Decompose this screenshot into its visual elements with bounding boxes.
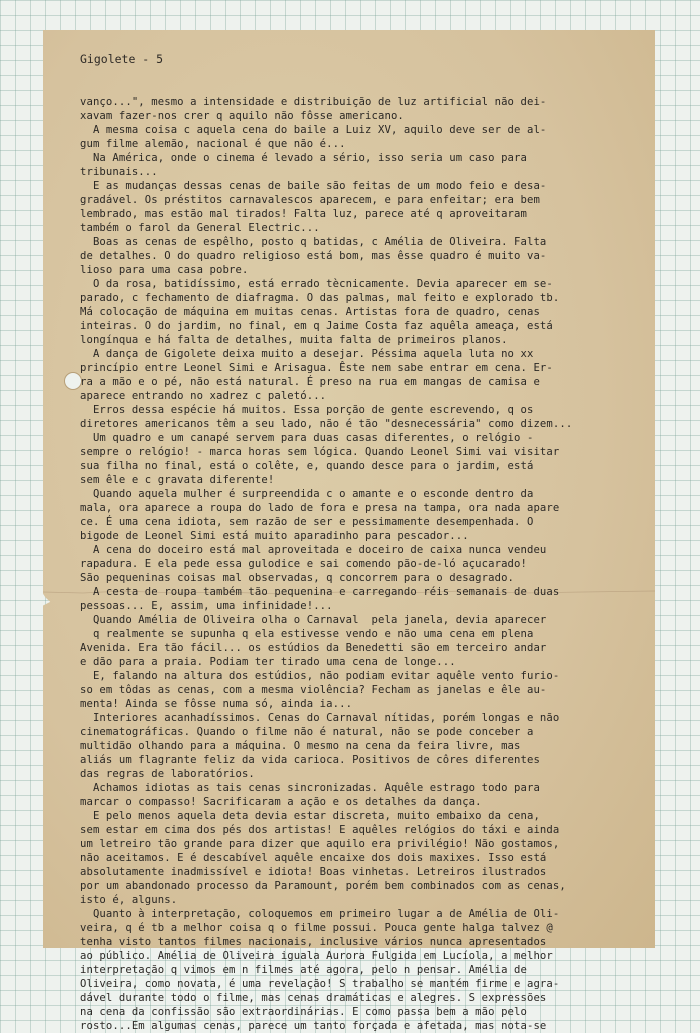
text-line: Quanto à interpretação, coloquemos em primeiro lugar a de Amélia de Oli- — [80, 908, 560, 920]
text-line: sem estar em cima dos pés dos artistas! E aquêles relógios do táxi e ainda — [80, 824, 560, 836]
text-line: Achamos idiotas as tais cenas sincronizadas. Aquêle estrago todo para — [80, 782, 540, 794]
text-line: A cesta de roupa também tão pequenina e carregando réis semanais de duas — [80, 586, 560, 598]
text-line: so em tôdas as cenas, com a mesma violência? Fecham as janelas e êle au- — [80, 684, 547, 696]
text-line: tenha visto tantos filmes nacionais, inclusive vários nunca apresentados — [80, 936, 547, 948]
text-line: dável durante todo o filme, mas cenas dramáticas e alegres. S expressões — [80, 992, 547, 1004]
text-line: sempre o relógio! - marca horas sem lógica. Quando Leonel Simi vai visitar — [80, 446, 560, 458]
text-line: Um quadro e um canapé servem para duas casas diferentes, o relógio - — [80, 432, 534, 444]
text-line: interpretação q vimos em n filmes até agora, pelo n pensar. Amélia de — [80, 964, 527, 976]
text-line: e dão para a praia. Podiam ter tirado uma cena de longe... — [80, 656, 456, 668]
text-line: Quando Amélia de Oliveira olha o Carnaval pela janela, devia aparecer — [80, 614, 547, 626]
text-line: Boas as cenas de espêlho, posto q batidas, c Amélia de Oliveira. Falta — [80, 236, 547, 248]
text-line: gum filme alemão, nacional é que não é... — [80, 138, 346, 150]
text-line: lembrado, mas estão mal tirados! Falta luz, parece até q aproveitaram — [80, 208, 527, 220]
text-line: São pequeninas coisas mal observadas, q concorrem para o desagrado. — [80, 572, 515, 584]
text-line: tribunais... — [80, 166, 158, 178]
page-header: Gigolete - 5 — [80, 52, 164, 66]
text-line: parado, c fechamento de diafragma. O das palmas, mal feito e explorado tb. — [80, 292, 560, 304]
text-line: multidão olhando para a máquina. O mesmo na cena da feira livre, mas — [80, 740, 521, 752]
text-line: ra a mão e o pé, não está natural. É preso na rua em mangas de camisa e — [80, 376, 540, 388]
text-line: inteiras. O do jardim, no final, em q Jaime Costa faz aquêla ameaça, está — [80, 320, 553, 332]
text-line: Interiores acanhadíssimos. Cenas do Carnaval nítidas, porém longas e não — [80, 712, 560, 724]
text-line: mala, ora aparece a roupa do lado de fora e presa na tampa, ora nada apare — [80, 502, 560, 514]
text-line: E as mudanças dessas cenas de baile são feitas de um modo feio e desa- — [80, 180, 547, 192]
text-line: por um abandonado processo da Paramount, porém bem combinados com as cenas, — [80, 880, 566, 892]
text-line: xavam fazer-nos crer q aquilo não fôsse americano. — [80, 110, 404, 122]
text-line: ao público. Amélia de Oliveira iguala Aurora Fulgida em Lucíola, a melhor — [80, 950, 553, 962]
text-line: E, falando na altura dos estúdios, não podiam evitar aquêle vento furio- — [80, 670, 560, 682]
text-line: O da rosa, batidíssimo, está errado tècnicamente. Devia aparecer em se- — [80, 278, 553, 290]
text-line: sem êle e c gravata diferente! — [80, 474, 275, 486]
text-line: A cena do doceiro está mal aproveitada e doceiro de caixa nunca vendeu — [80, 544, 547, 556]
text-line: cinematográficas. Quando o filme não é natural, não se pode conceber a — [80, 726, 534, 738]
text-line: A dança de Gigolete deixa muito a desejar. Péssima aquela luta no xx — [80, 348, 534, 360]
text-line: de detalhes. O do quadro religioso está bom, mas êsse quadro é muito va- — [80, 250, 547, 262]
text-line: absolutamente inadmissível e idiota! Boas vinhetas. Letreiros ilustrados — [80, 866, 547, 878]
text-line: sua filha no final, está o colête, e, quando desce para o jardim, está — [80, 460, 534, 472]
text-line: lioso para uma casa pobre. — [80, 264, 249, 276]
text-line: na cena da confissão são extraordinárias. E como passa bem a mão pelo — [80, 1006, 527, 1018]
text-line: ce. É uma cena idiota, sem razão de ser e pessimamente desempenhada. O — [80, 516, 534, 528]
text-line: Avenida. Era tão fácil... os estúdios da Benedetti são em terceiro andar — [80, 642, 547, 654]
text-line: q realmente se supunha q ela estivesse vendo e não uma cena em plena — [80, 628, 534, 640]
text-line: A mesma coisa c aquela cena do baile a Luiz XV, aquilo deve ser de al- — [80, 124, 547, 136]
text-line: um letreiro tão grande para dizer que aquilo era privilégio! Não gostamos, — [80, 838, 560, 850]
text-line: vanço...", mesmo a intensidade e distribuição de luz artificial não dei- — [80, 96, 547, 108]
text-line: menta! Ainda se fôsse numa só, ainda ia... — [80, 698, 353, 710]
text-line: Quando aquela mulher é surpreendida c o amante e o esconde dentro da — [80, 488, 534, 500]
text-line: das regras de laboratórios. — [80, 768, 255, 780]
text-line: bigode de Leonel Simi está muito aparadinho para pescador... — [80, 530, 469, 542]
text-line: não aceitamos. E é descabível aquêle encaixe dos dois maxixes. Isso está — [80, 852, 547, 864]
text-line: Erros dessa espécie há muitos. Essa porção de gente escrevendo, q os — [80, 404, 534, 416]
text-line: diretores americanos têm a seu lado, não é tão "desnecessária" como dizem... — [80, 418, 573, 430]
text-line: isto é, alguns. — [80, 894, 178, 906]
text-line: Oliveira, como novata, é uma revelação! S trabalho se mantém firme e agra- — [80, 978, 560, 990]
typed-text-body — [80, 95, 645, 1033]
text-line: Na América, onde o cinema é levado a sério, isso seria um caso para — [80, 152, 527, 164]
text-line: veira, q é tb a melhor coisa q o filme possui. Pouca gente halga talvez @ — [80, 922, 553, 934]
text-line: aliás um flagrante feliz da vida carioca. Positivos de côres diferentes — [80, 754, 540, 766]
text-line: pessoas... E, assim, uma infinidade!... — [80, 600, 333, 612]
text-line: marcar o compasso! Sacrificaram a ação e os detalhes da dança. — [80, 796, 482, 808]
text-line: princípio entre Leonel Simi e Arisagua. Êste nem sabe entrar em cena. Er- — [80, 362, 553, 374]
text-line: longínqua e há falta de detalhes, muita falta de primeiros planos. — [80, 334, 508, 346]
text-line: aparece entrando no xadrez c paletó... — [80, 390, 327, 402]
text-line: Má colocação de máquina em muitas cenas. Artistas fora de quadro, cenas — [80, 306, 540, 318]
text-line: também o farol da General Electric... — [80, 222, 320, 234]
text-line: gradável. Os préstitos carnavalescos aparecem, e para enfeitar; era bem — [80, 194, 540, 206]
text-line: E pelo menos aquela deta devia estar discreta, muito embaixo da cena, — [80, 810, 540, 822]
text-line: rapadura. E ela pede essa gulodice e sai comendo pão-de-ló açucarado! — [80, 558, 527, 570]
text-line: rosto...Em algumas cenas, parece um tanto forçada e afetada, mas nota-se — [80, 1020, 547, 1032]
